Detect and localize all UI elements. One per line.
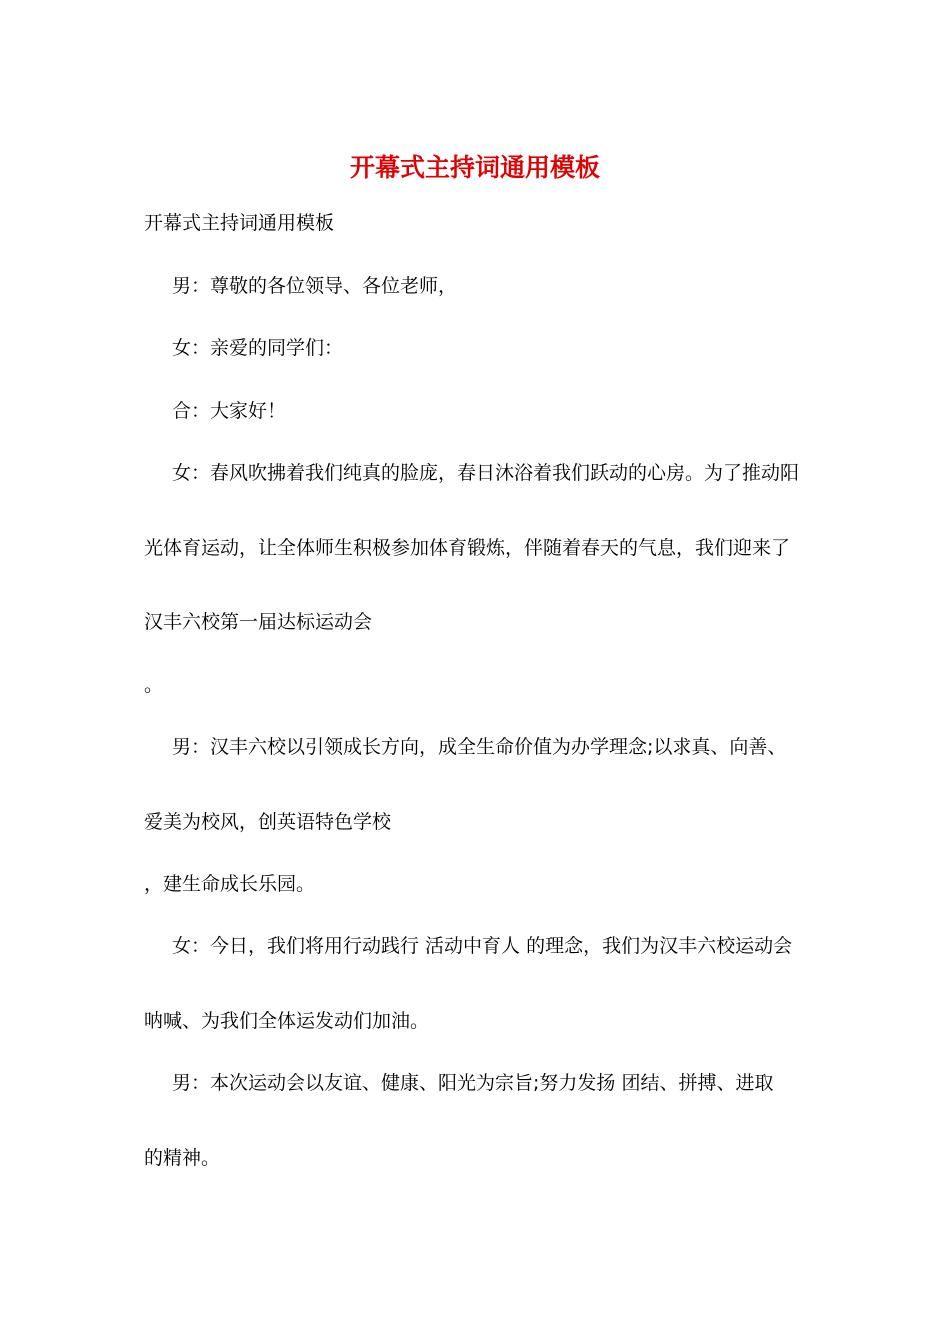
paragraph-line: 呐喊、为我们全体运发动们加油。 <box>144 1010 430 1032</box>
paragraph-line: 光体育运动，让全体师生积极参加体育锻炼，伴随着春天的气息，我们迎来了 <box>144 537 791 559</box>
subtitle-line: 开幕式主持词通用模板 <box>144 212 335 234</box>
paragraph-line: 女：亲爱的同学们： <box>172 337 344 359</box>
paragraph-line: 男：尊敬的各位领导、各位老师， <box>172 275 458 297</box>
paragraph-line: 女：春风吹拂着我们纯真的脸庞，春日沐浴着我们跃动的心房。为了推动阳 <box>172 462 800 484</box>
paragraph-line: ，建生命成长乐园。 <box>144 873 316 895</box>
paragraph-line: 。 <box>144 674 164 696</box>
paragraph-line: 男：汉丰六校以引领成长方向，成全生命价值为办学理念;以求真、向善、 <box>172 736 787 758</box>
paragraph-line: 汉丰六校第一届达标运动会 <box>144 611 373 633</box>
paragraph-line: 男：本次运动会以友谊、健康、阳光为宗旨;努力发扬 团结、拼搏、进取 <box>172 1072 774 1094</box>
paragraph-line: 女：今日，我们将用行动践行 活动中育人 的理念，我们为汉丰六校运动会 <box>172 935 793 957</box>
document-title: 开幕式主持词通用模板 <box>349 153 600 182</box>
paragraph-line: 爱美为校风，创英语特色学校 <box>144 811 392 833</box>
paragraph-line: 合：大家好！ <box>172 400 287 422</box>
paragraph-line: 的精神。 <box>144 1147 221 1169</box>
